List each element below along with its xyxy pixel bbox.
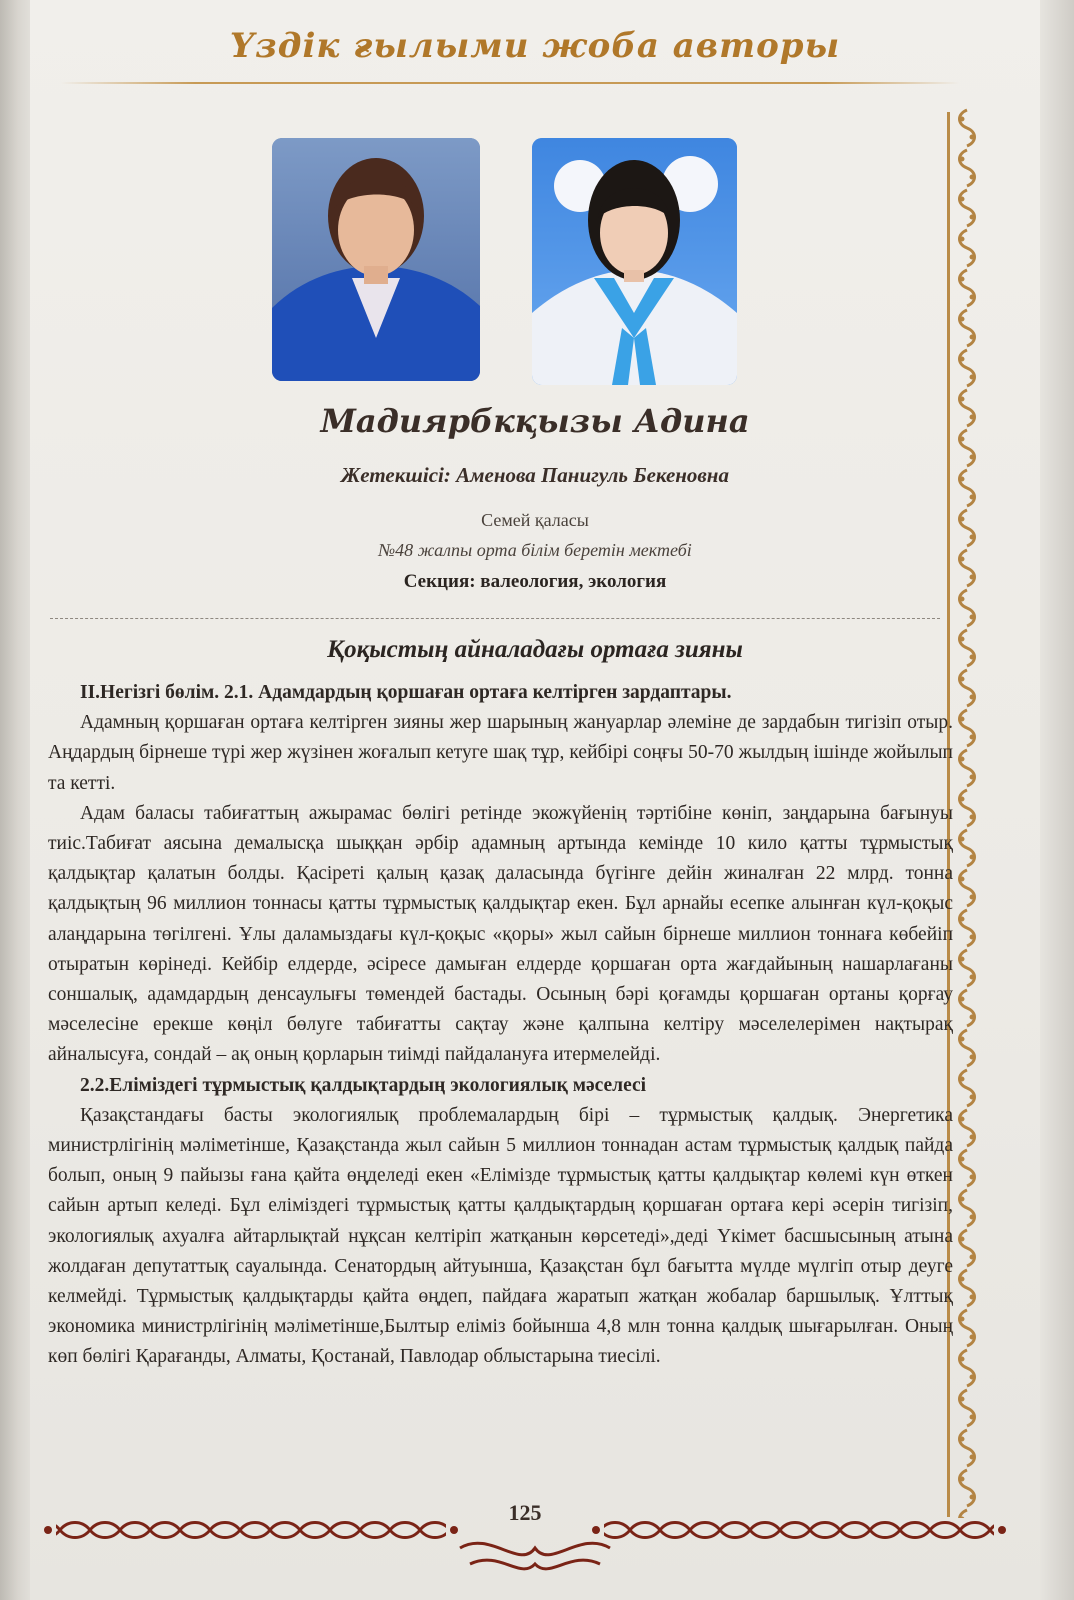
supervisor-photo — [272, 138, 480, 381]
paragraph-2: Адам баласы табиғаттың ажырамас бөлігі ретінде экожүйенің тәртібіне көніп, заңдарына бағынуы тиіс.Табиғат аясына демалысқа шыққан әрбір адамның артында кемінде 10 кило қатты тұрмыстық қалдықтар қалатын болды. Қасіреті қалың қазақ даласында бүгінге дейін жиналған 22 млрд. тонна қалдықтың 96 миллион тоннасы қатты тұрмыстық қалдықтар екен. Бұл арнайы есепке алынған күл-қоқыс алаңдарына төгілгені. Ұлы даламыздағы күл-қоқыс «қоры» жыл сайын бірнеше миллион тоннаға көбейіп отыратын көрінеді. Кейбір елдерде, әсіресе дамыған елдерде қоршаған орта жағдайының нашарлағаны соншалық, адамдардың денсаулығы төмендей бастады. Осының бәрі қоғамды қоршаған ортаны қорғау мәселесіне ерекше көңіл бөлуге табиғатты сақтау және қалпына келтіру мәселелерімен нақтырақ айналысуға, сондай – ақ оның қорларын тиімді пайдалануға итермелейді. — [48, 802, 953, 1066]
author-photo — [532, 138, 737, 385]
section-heading-1: II.Негізгі бөлім. 2.1. Адамдардың қоршаған ортаға келтірген зардаптары. — [80, 682, 732, 703]
header-rule — [60, 82, 960, 84]
section-heading-2: 2.2.Еліміздегі тұрмыстық қалдықтардың экологиялық мәселесі — [80, 1074, 647, 1096]
supervisor-line: Жетекшісі: Аменова Панигуль Бекеновна — [341, 463, 729, 487]
book-page — [30, 0, 1040, 1600]
page-number: 125 — [508, 1500, 542, 1525]
section-line: Секция: валеология, экология — [403, 571, 667, 592]
running-header: Үздік ғылыми жоба авторы — [229, 26, 841, 66]
dotted-divider — [50, 618, 940, 619]
ornament-border-icon — [954, 108, 980, 1518]
article-title: Қоқыстың айналадағы ортаға зияны — [327, 636, 743, 663]
author-name: Мадиярбкқызы Адина — [320, 402, 750, 440]
paragraph-1: Адамның қоршаған ортаға келтірген зияны жер шарының жануарлар әлеміне де зардабын тигізіп отыр. Аңдардың бірнеше түрі жер жүзінен жоғалып кетуге шақ тұр, кейбірі соңғы 50-70 жылдың ішінде жойылып та кетті. — [48, 712, 953, 794]
article-body — [48, 678, 953, 1373]
school-line: №48 жалпы орта білім беретін мектебі — [378, 540, 692, 560]
city-line: Семей қаласы — [481, 510, 589, 530]
paragraph-3: Қазақстандағы басты экологиялық проблемалардың бірі – тұрмыстық қалдық. Энергетика министрлігінің мәліметінше, Қазақстанда жыл сайын 5 миллион тоннадан астам тұрмыстық қалдық пайда болып, оның 9 пайызы ғана қайта өңделеді екен «Елімізде тұрмыстық қатты қалдықтар көлемі күн өткен сайын артып келеді. Бұл еліміздегі тұрмыстық қатты қалдықтардың қоршаған ортаға кері әсерін тигізіп, экологиялық ахуалға айтарлықтай нұқсан келтіріп жатқанын көрсетеді»,деді Үкімет басшысының атына жолдаған депутаттық сауалында. Сенатордың айтуынша, Қазақстан бұл бағытта мүлде мүлгіп отыр деуге келмейді. Тұрмыстық қалдықтарды қайта өңдеп, пайдаға жаратып жатқан жобалар баршылық. Ұлттық экономика министрлігінің мәліметінше,Былтыр еліміз бойынша 4,8 млн тонна қалдық шығарылған. Оның көп бөлігі Қарағанды, Алматы, Қостанай, Павлодар облыстарына тиесілі. — [48, 1104, 953, 1368]
